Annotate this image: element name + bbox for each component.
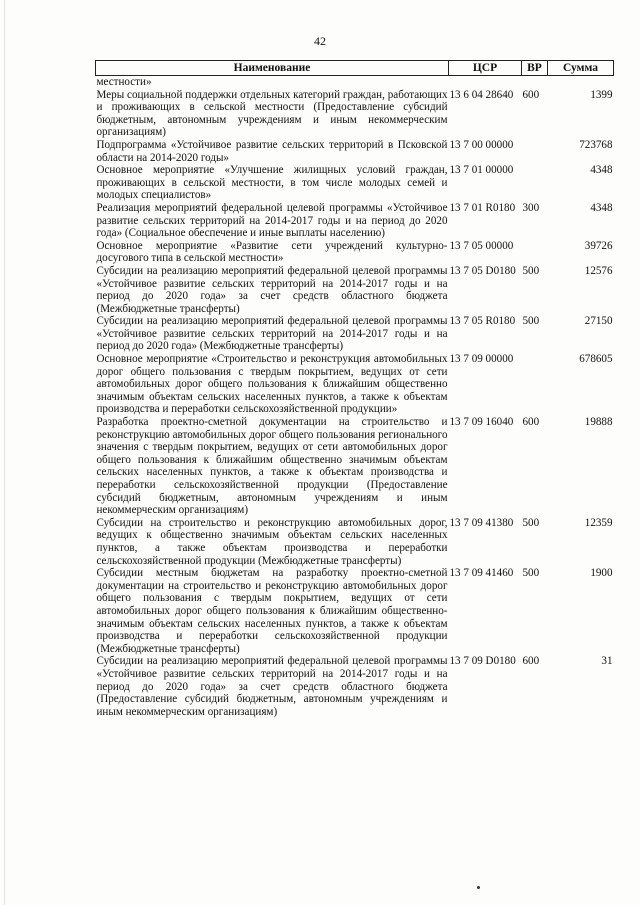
table-body — [96, 76, 614, 719]
row-name: Субсидии на реализацию мероприятий федеральной целевой программы «Устойчивое развитие сельских территорий на 2014-2017 годы и на период до 2020 года» за счет средств областного бюджета (Межбюджетные трансферты) — [96, 264, 448, 315]
row-sum: 1399 — [590, 88, 613, 101]
header-sum: Сумма — [548, 61, 614, 76]
row-name: Реализация мероприятий федеральной целевой программы «Устойчивое развитие сельских территорий на 2014-2017 годы и на период до 2020 года» (Социальное обеспечение и иные выплаты населению) — [96, 201, 448, 240]
budget-table — [95, 60, 614, 718]
table-row — [96, 164, 614, 202]
table-row — [96, 315, 614, 353]
page-margin-line — [4, 0, 5, 905]
row-vr — [522, 240, 548, 265]
row-vr: 600 — [522, 88, 540, 101]
row-name: Подпрограмма «Устойчивое развитие сельских территорий в Псковской области на 2014-2020 годы» — [96, 138, 448, 164]
row-name: Разработка проектно-сметной документации на строительство и реконструкцию автомобильных дорог общего пользования регионального значения с твердым покрытием, ведущих от сети автомобильных дорог общего пользования к ближайшим общественно значимым объектам сельских населенных пунктов, а также к объектам производства и переработки сельскохозяйственной продукции (Предоставление субсидий бюджетным, автономным учреждениям и иным некоммерческим организациям) — [96, 416, 448, 517]
row-csr: 13 6 04 28640 — [449, 88, 514, 101]
row-csr: 13 7 05 R0180 — [449, 315, 516, 328]
row-sum: 12359 — [584, 516, 613, 529]
row-sum: 723768 — [579, 138, 613, 151]
row-csr: 13 7 09 41460 — [449, 567, 514, 580]
page-number: 42 — [314, 34, 326, 48]
row-name: Основное мероприятие «Развитие сети учреждений культурно-досугового типа в сельской местности» — [96, 239, 448, 265]
table-row — [96, 567, 614, 655]
row-csr: 13 7 09 00000 — [449, 353, 514, 366]
row-name: Субсидии местным бюджетам на разработку проектно-сметной документации на строительство и реконструкцию автомобильных дорог общего пользования с твердым покрытием, ведущих от сети автомобильных дорог общего пользования к ближайшим общественно-значимым объектам сельских населенных пунктов, а также к объектам производства и переработки сельскохозяйственной продукции (Межбюджетные трансферты) — [96, 567, 448, 655]
row-sum: 12576 — [584, 264, 613, 277]
row-csr: 13 7 09 41380 — [449, 516, 514, 529]
row-name: Основное мероприятие «Улучшение жилищных условий граждан, проживающих в сельской местности, в том числе молодых семей и молодых специалистов» — [96, 164, 448, 202]
row-sum: 27150 — [584, 315, 613, 328]
row-sum: 4348 — [590, 201, 613, 214]
table-row — [96, 517, 614, 567]
row-vr: 500 — [522, 516, 540, 529]
row-csr: 13 7 01 R0180 — [449, 201, 516, 214]
row-sum: 19888 — [584, 416, 613, 429]
row-name: местности» — [96, 76, 152, 88]
row-vr: 500 — [522, 264, 540, 277]
table-row — [96, 416, 614, 517]
row-csr: 13 7 09 D0180 — [449, 655, 516, 668]
row-csr: 13 7 09 16040 — [449, 416, 514, 429]
row-csr — [449, 76, 522, 89]
row-csr: 13 7 01 00000 — [449, 164, 514, 177]
table-row — [96, 89, 614, 139]
row-vr — [522, 353, 548, 416]
row-vr — [522, 164, 548, 202]
row-vr — [522, 76, 548, 89]
row-name: Меры социальной поддержки отдельных категорий граждан, работающих и проживающих в сельской местности (Предоставление субсидий бюджетным, автономным учреждениям и иным некоммерческим организациям) — [96, 88, 448, 139]
header-name: Наименование — [96, 61, 449, 76]
row-vr: 500 — [522, 567, 540, 580]
row-sum: 678605 — [579, 353, 613, 366]
row-csr: 13 7 05 D0180 — [449, 264, 516, 277]
table-header-row — [96, 61, 614, 76]
row-sum: 4348 — [590, 164, 613, 177]
row-sum: 1900 — [590, 567, 613, 580]
table-row — [96, 202, 614, 240]
stray-mark — [477, 886, 480, 889]
table-row — [96, 353, 614, 416]
table-row — [96, 76, 614, 89]
row-name: Основное мероприятие «Строительство и реконструкция автомобильных дорог общего пользования с твердым покрытием, ведущих от сети автомобильных дорог общего пользования к ближайшим общественно значимым объектам сельских населенных пунктов, а также к объектам производства и переработки сельскохозяйственной продукции» — [96, 353, 448, 416]
row-vr — [522, 139, 548, 164]
header-vr: ВР — [522, 61, 548, 76]
row-name: Субсидии на реализацию мероприятий федеральной целевой программы «Устойчивое развитие сельских территорий на 2014-2017 годы и на период до 2020 года» (Межбюджетные трансферты) — [96, 315, 448, 353]
header-csr: ЦСР — [449, 61, 522, 76]
row-csr: 13 7 00 00000 — [449, 138, 514, 151]
row-sum: 39726 — [584, 239, 613, 252]
table-row — [96, 240, 614, 265]
row-name: Субсидии на реализацию мероприятий федеральной целевой программы «Устойчивое развитие сельских территорий на 2014-2017 годы и на период до 2020 года» за счет средств областного бюджета (Предоставление субсидий бюджетным, автономным учреждениям и иным некоммерческим организациям) — [96, 655, 448, 718]
row-sum: 31 — [601, 655, 613, 668]
row-vr: 500 — [522, 315, 540, 328]
row-name: Субсидии на строительство и реконструкцию автомобильных дорог, ведущих к общественно значимым объектам сельских населенных пунктов, а также объектам производства и переработки сельскохозяйственной продукции (Межбюджетные трансферты) — [96, 516, 448, 567]
table-row — [96, 139, 614, 164]
row-vr: 600 — [522, 416, 540, 429]
row-sum — [548, 76, 614, 89]
row-csr: 13 7 05 00000 — [449, 239, 514, 252]
table-row — [96, 655, 614, 718]
row-vr: 600 — [522, 655, 540, 668]
table-row — [96, 265, 614, 315]
row-vr: 300 — [522, 201, 540, 214]
